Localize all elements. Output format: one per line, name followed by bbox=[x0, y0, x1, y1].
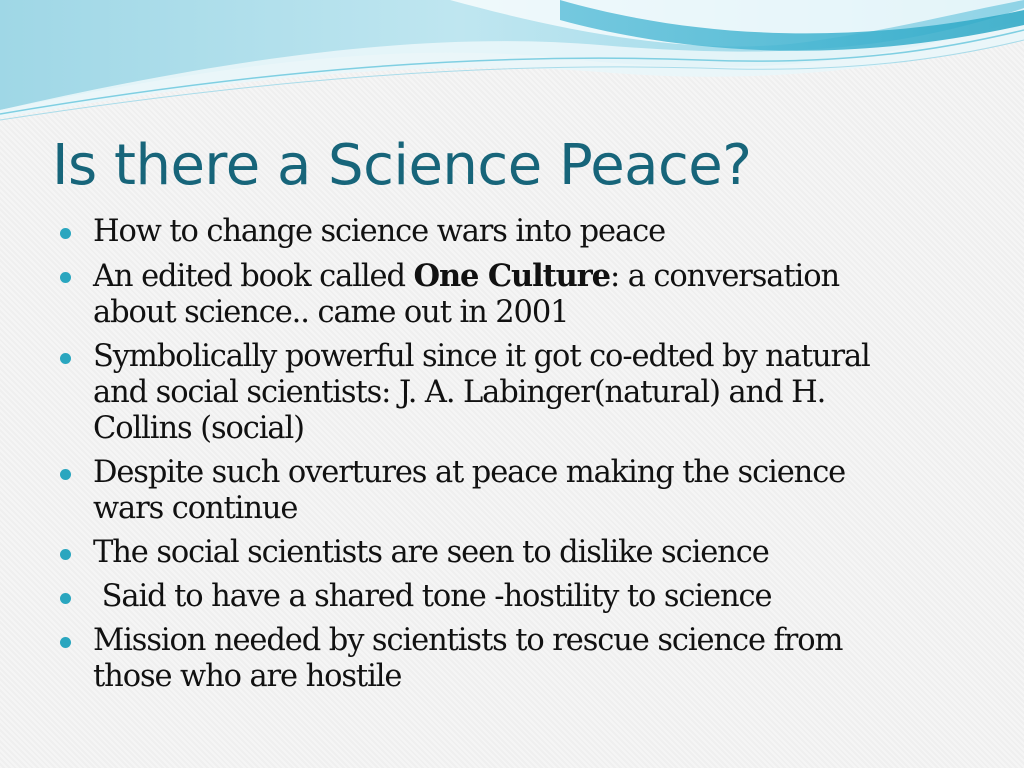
bullet-item bbox=[60, 339, 960, 447]
bullet-line: Despite such overtures at peace making the science bbox=[93, 455, 846, 490]
bullet-dot-icon bbox=[60, 469, 71, 480]
bullet-item bbox=[60, 623, 960, 695]
slide-title: Is there a Science Peace? bbox=[52, 133, 752, 198]
bullet-line: The social scientists are seen to dislike science bbox=[93, 535, 769, 570]
bullet-dot-icon bbox=[60, 637, 71, 648]
bullet-line bbox=[93, 258, 960, 295]
bullet-line: Mission needed by scientists to rescue science from bbox=[93, 623, 843, 658]
bullet-dot-icon bbox=[60, 353, 71, 364]
bullet-item bbox=[60, 535, 960, 571]
bullet-dot-icon bbox=[60, 593, 71, 604]
bullet-dot-icon bbox=[60, 228, 71, 239]
bullet-line: about science.. came out in 2001 bbox=[93, 295, 569, 330]
bullet-item bbox=[60, 455, 960, 527]
bullet-line: How to change science wars into peace bbox=[93, 214, 666, 249]
bullet-line: Symbolically powerful since it got co-edted by natural bbox=[93, 339, 870, 374]
bullet-line: wars continue bbox=[93, 491, 298, 526]
bullet-text: An edited book called bbox=[93, 259, 414, 294]
bullet-line: those who are hostile bbox=[93, 659, 402, 694]
bullet-line: and social scientists: J. A. Labinger(natural) and H. bbox=[93, 375, 826, 410]
bullet-dot-icon bbox=[60, 272, 71, 283]
bullet-line: Said to have a shared tone -hostility to science bbox=[93, 579, 772, 614]
bullet-item bbox=[60, 579, 960, 615]
wave-header-decoration bbox=[0, 0, 1024, 125]
bullet-item bbox=[60, 214, 960, 250]
bullet-text: : a conversation bbox=[609, 259, 840, 294]
book-title: One Culture bbox=[413, 258, 610, 294]
bullet-item bbox=[60, 258, 960, 331]
bullet-dot-icon bbox=[60, 549, 71, 560]
bullet-line: Collins (social) bbox=[93, 411, 304, 446]
bullet-list bbox=[60, 214, 960, 703]
